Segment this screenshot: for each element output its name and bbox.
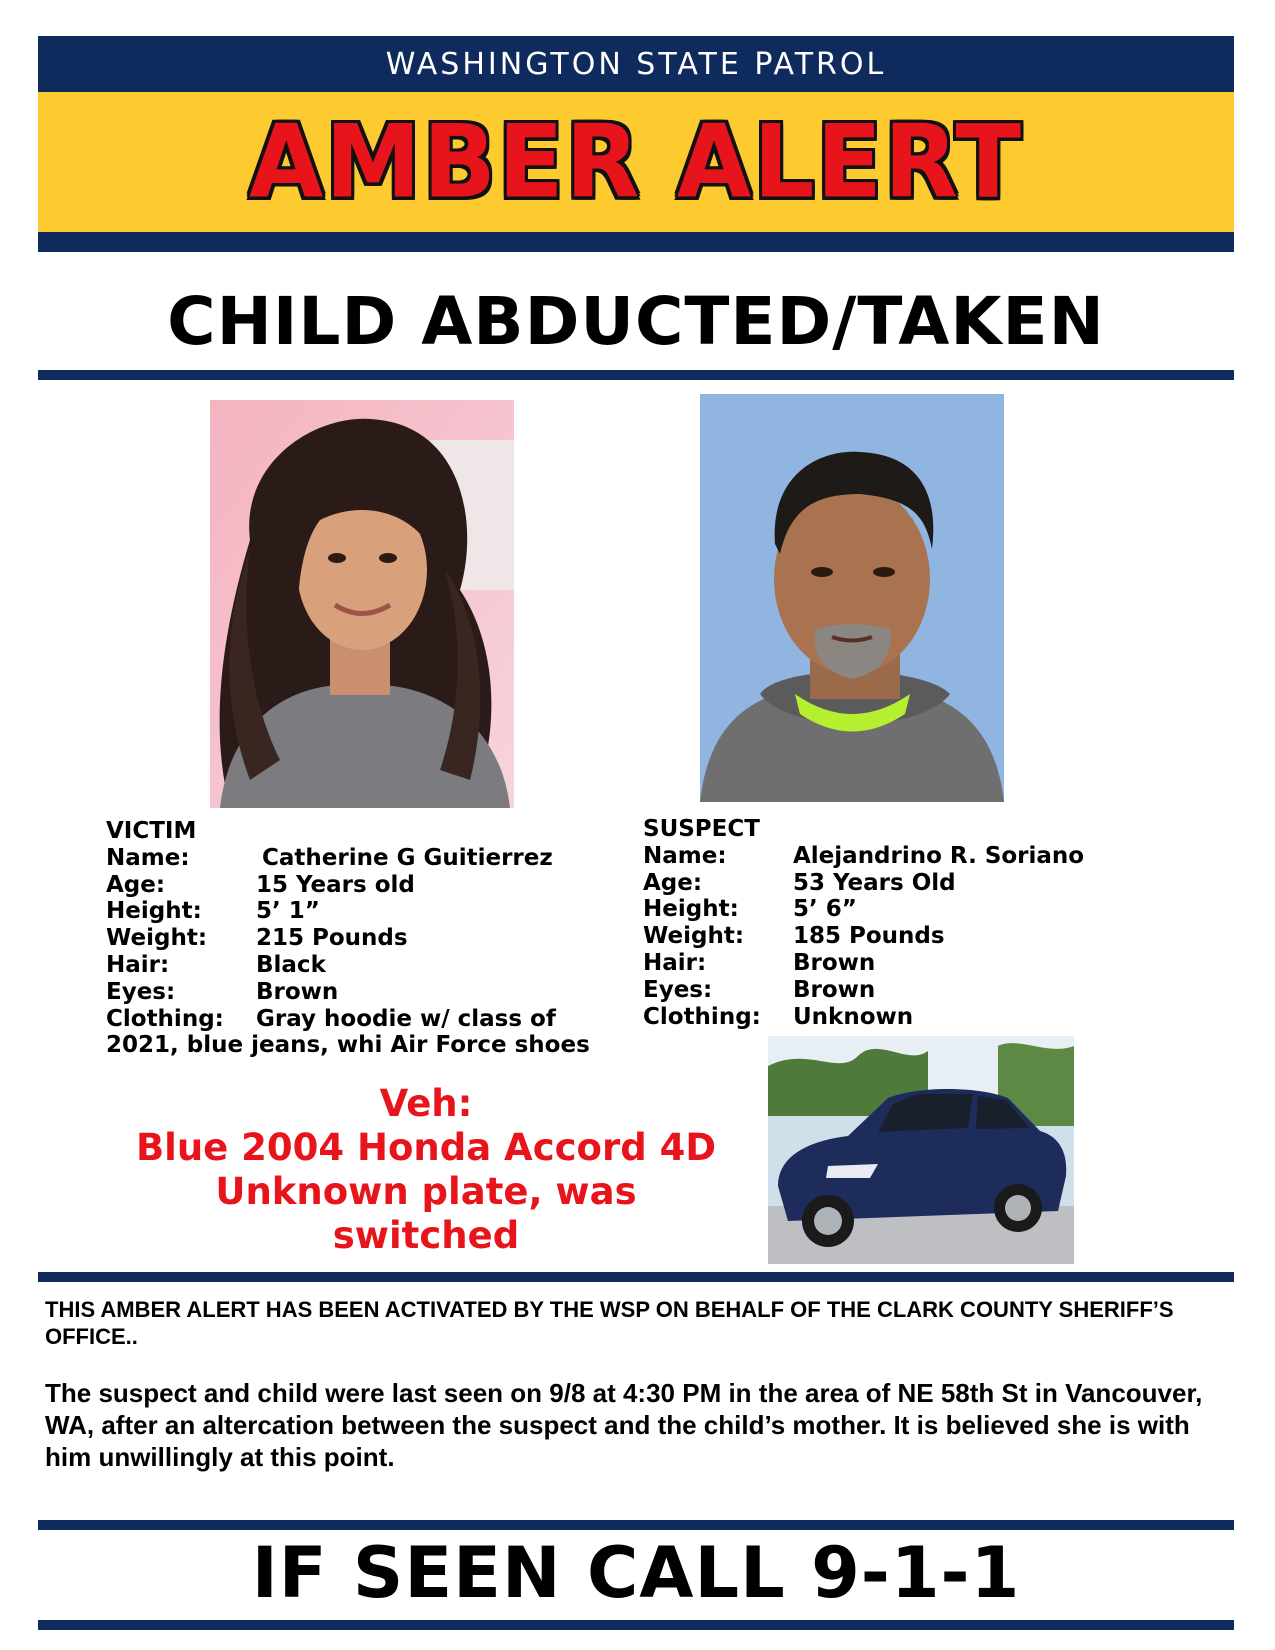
vehicle-model: Blue 2004 Honda Accord 4D <box>135 1126 717 1169</box>
field-label: Height: <box>106 898 202 925</box>
field-label: Weight: <box>643 923 745 950</box>
suspect-eyes-row <box>643 977 1203 1004</box>
field-label: Name: <box>643 842 727 869</box>
suspect-hair: Brown <box>793 949 876 976</box>
field-label: Name: <box>106 844 190 871</box>
field-label: Hair: <box>106 951 170 978</box>
victim-clothing: Gray hoodie w/ class of <box>256 1005 556 1032</box>
call-to-action: IF SEEN CALL 9-1-1 <box>251 1532 1021 1614</box>
organization-title: WASHINGTON STATE PATROL <box>385 46 887 82</box>
suspect-eyes: Brown <box>793 976 876 1003</box>
suspect-age: 53 Years Old <box>793 869 956 896</box>
suspect-clothing: Unknown <box>793 1003 914 1030</box>
vehicle-photo <box>768 1036 1074 1264</box>
victim-age-row <box>106 872 626 899</box>
field-label: Age: <box>643 869 703 896</box>
suspect-age-row <box>643 870 1203 897</box>
victim-heading: VICTIM <box>106 818 197 844</box>
suspect-name: Alejandrino R. Soriano <box>793 842 1085 869</box>
victim-details <box>106 818 626 1059</box>
victim-name-row <box>106 845 626 872</box>
suspect-details <box>643 816 1203 1030</box>
victim-weight-row <box>106 925 626 952</box>
victim-age: 15 Years old <box>256 871 415 898</box>
field-label: Age: <box>106 871 166 898</box>
incident-narrative: The suspect and child were last seen on 9/8 at 4:30 PM in the area of NE 58th St in Vancouver, WA, after an altercation between the suspect and the child’s mother. It is believed she is with him unwillingly at this point. <box>45 1378 1203 1472</box>
victim-weight: 215 Pounds <box>256 925 408 952</box>
victim-height-row <box>106 898 626 925</box>
suspect-name-row <box>643 843 1203 870</box>
alert-title: AMBER ALERT <box>248 103 1024 221</box>
field-label: Hair: <box>643 949 707 976</box>
divider <box>38 1272 1234 1282</box>
suspect-clothing-row <box>643 1004 1203 1031</box>
vehicle-plate-note: switched <box>332 1214 520 1257</box>
suspect-portrait-illustration <box>700 394 1004 802</box>
victim-hair-row <box>106 952 626 979</box>
suspect-weight-row <box>643 923 1203 950</box>
field-label: Clothing: <box>106 1005 224 1032</box>
suspect-height-row <box>643 896 1203 923</box>
divider <box>38 1620 1234 1630</box>
vehicle-label: Veh: <box>379 1082 473 1125</box>
divider <box>38 370 1234 380</box>
car-illustration <box>768 1036 1074 1264</box>
victim-photo <box>210 400 514 808</box>
field-label: Clothing: <box>643 1003 761 1030</box>
victim-clothing-row <box>106 1006 626 1033</box>
victim-eyes-row <box>106 979 626 1006</box>
victim-name: Catherine G Guitierrez <box>262 844 553 871</box>
victim-height: 5’ 1” <box>256 898 320 925</box>
victim-portrait-illustration <box>210 400 514 808</box>
victim-clothing-continued: 2021, blue jeans, whi Air Force shoes <box>106 1032 590 1059</box>
victim-hair: Black <box>256 951 326 978</box>
suspect-height: 5’ 6” <box>793 896 857 923</box>
activation-notice: THIS AMBER ALERT HAS BEEN ACTIVATED BY THE WSP ON BEHALF OF THE CLARK COUNTY SHERIFF’S OFFICE.. <box>45 1297 1174 1349</box>
suspect-weight: 185 Pounds <box>793 923 945 950</box>
field-label: Height: <box>643 896 739 923</box>
vehicle-plate: Unknown plate, was <box>215 1170 637 1213</box>
vehicle-description <box>86 1082 766 1258</box>
headline: CHILD ABDUCTED/TAKEN <box>167 283 1105 360</box>
suspect-hair-row <box>643 950 1203 977</box>
field-label: Weight: <box>106 925 208 952</box>
header-banner-bottom <box>38 232 1234 252</box>
suspect-heading: SUSPECT <box>643 816 760 842</box>
suspect-photo <box>700 394 1004 802</box>
field-label: Eyes: <box>106 978 176 1005</box>
victim-eyes: Brown <box>256 978 339 1005</box>
field-label: Eyes: <box>643 976 713 1003</box>
